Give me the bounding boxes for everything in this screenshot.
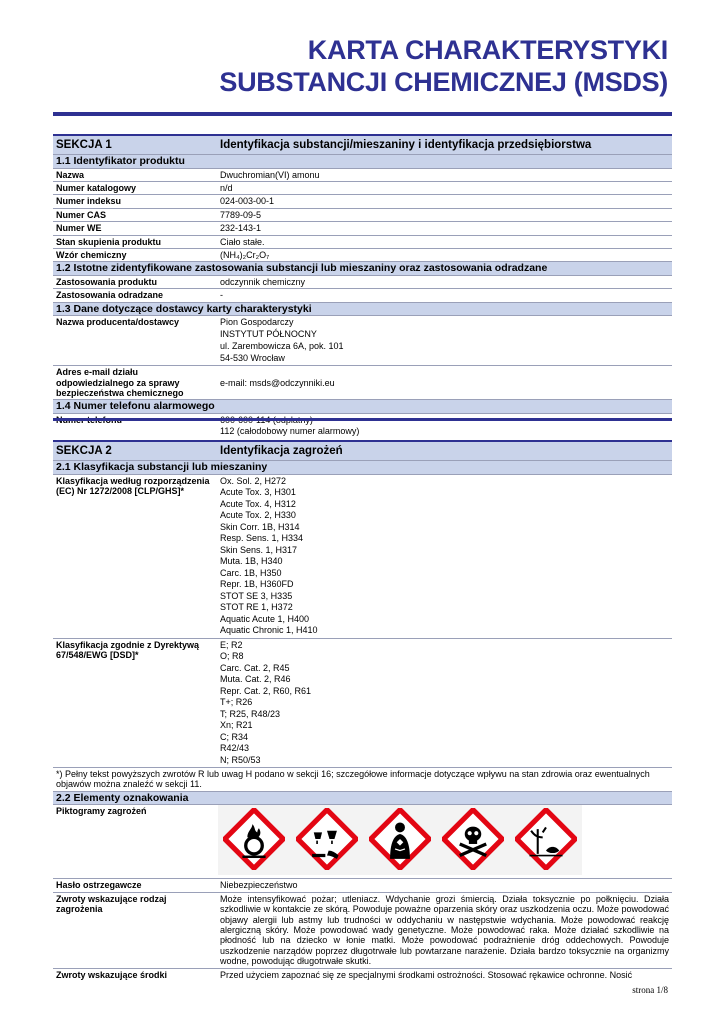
clp-line: Carc. 1B, H350 [220,567,282,578]
identifier-row-key: Numer katalogowy [56,182,137,193]
subsection-1-3: 1.3 Dane dotyczące dostawcy karty charakterystyki [53,302,672,316]
section-1-bottom-divider [53,418,672,421]
pictogram-row [53,804,672,878]
hazard-key: Zwroty wskazujące rodzaj zagrożenia [56,893,167,915]
supplier-line: 54-530 Wrocław [220,353,285,364]
supplier-line: INSTYTUT PÓŁNOCNY [220,329,317,340]
dsd-key: Klasyfikacja zgodnie z Dyrektywą 67/548/EWG [DSD]* [56,639,200,660]
clp-value [218,475,672,638]
identifier-row-key: Wzór chemiczny [56,249,127,260]
section-1-title: Identyfikacja substancji/mieszaniny i identyfikacja przedsiębiorstwa [220,139,592,151]
clp-line: Skin Sens. 1, H317 [220,544,298,555]
dsd-line: Xn; R21 [220,720,253,730]
dsd-value [218,639,672,768]
dsd-line: Carc. Cat. 2, R45 [220,662,290,673]
subsection-1-2: 1.2 Istotne zidentyfikowane zastosowania substancji lub mieszaniny oraz zastosowania odradzane [53,261,672,275]
precaution-key: Zwroty wskazujące środki [56,969,168,980]
subsection-2-1: 2.1 Klasyfikacja substancji lub mieszaniny [53,460,672,474]
dsd-line: Muta. Cat. 2, R46 [220,674,291,684]
corrosion-icon [296,808,358,872]
precaution-value: Przed użyciem zapoznać się ze specjalnymi środkami ostrożności. Stosować rękawice ochronne. Nosić [220,969,633,980]
phone-row [53,413,672,439]
clp-line: Aquatic Chronic 1, H410 [220,625,318,635]
pictogram-key: Piktogramy zagrożeń [56,806,147,817]
use-row-key: Zastosowania produktu [56,276,158,287]
identifier-row [53,248,672,261]
section-1 [53,134,672,439]
identifier-row [53,221,672,234]
identifier-row [53,181,672,194]
clp-line: Aquatic Acute 1, H400 [220,613,310,624]
use-row-value: odczynnik chemiczny [220,276,306,287]
page-number: strona 1/8 [632,985,668,995]
dsd-line: T+; R26 [220,697,253,707]
title-line-1: KARTA CHARAKTERYSTYKI [307,35,668,65]
identifier-row-key: Numer CAS [56,209,107,220]
identifier-row [53,235,672,248]
signal-value: Niebezpieczeństwo [220,880,298,891]
supplier-row [53,315,672,365]
signal-row [53,878,672,891]
email-key: Adres e-mail działu odpowiedzialnego za sprawy bezpieczeństwa chemicznego [56,367,184,398]
clp-line: Muta. 1B, H340 [220,556,283,566]
identifier-row-key: Numer WE [56,223,102,234]
email-value[interactable]: e-mail: msds@odczynniki.eu [220,378,335,389]
subsection-1-4: 1.4 Numer telefonu alarmowego [53,399,672,413]
dsd-line: Repr. Cat. 2, R60, R61 [220,685,312,696]
identifier-row [53,194,672,207]
title-line-2: SUBSTANCJI CHEMICZNEJ (MSDS) [219,67,668,97]
dsd-line: C; R34 [220,731,249,742]
identifier-row-value: (NH₄)₂Cr₂O₇ [220,249,270,260]
clp-line: Repr. 1B, H360FD [220,579,294,589]
section-2-header [53,440,672,460]
subsection-2-2: 2.2 Elementy oznakowania [53,791,672,805]
dsd-line: R42/43 [220,743,250,753]
clp-line: Acute Tox. 4, H312 [220,498,296,509]
identifier-row-key: Nazwa [56,169,85,180]
identifier-row-value: 024-003-00-1 [220,196,275,207]
identifier-row-key: Numer indeksu [56,196,122,207]
supplier-line: ul. Zarembowicza 6A, pok. 101 [220,341,344,352]
identifier-row-value: 232-143-1 [220,223,262,234]
pictogram-strip [218,805,582,875]
section-2-label: SEKCJA 2 [56,445,112,457]
section-1-header [53,134,672,154]
clp-line: STOT SE 3, H335 [220,590,293,601]
skull-crossbones-icon [442,808,504,872]
clp-line: Resp. Sens. 1, H334 [220,533,304,543]
identifier-row [53,168,672,181]
identifier-row-value: Dwuchromian(VI) amonu [220,169,320,180]
pictogram-value [218,805,672,878]
identifier-row-value: Ciało stałe. [220,236,265,247]
identifier-row-value: n/d [220,182,233,193]
clp-row [53,474,672,638]
dsd-line: O; R8 [220,651,244,661]
dsd-line: N; R50/53 [220,754,261,765]
email-row [53,365,672,399]
use-row-value: - [220,290,223,301]
subsection-1-1: 1.1 Identyfikator produktu [53,154,672,168]
flame-over-circle-icon [223,808,285,872]
signal-key: Hasło ostrzegawcze [56,880,142,891]
clp-key: Klasyfikacja według rozporządzenia (EC) Nr 1272/2008 [CLP/GHS]* [56,475,210,496]
use-row [53,275,672,288]
clp-line: Acute Tox. 3, H301 [220,487,296,497]
use-row [53,288,672,301]
clp-line: Acute Tox. 2, H330 [220,510,296,520]
section-2 [53,440,672,981]
document-title [219,34,668,98]
section-2-title: Identyfikacja zagrożeń [220,445,343,457]
supplier-line: Pion Gospodarczy [220,317,294,328]
hazard-value: Może intensyfikować pożar; utleniacz. Wdychanie grozi śmiercią. Działa toksycznie po połknięciu. Działa szkodliwie w kontakcie ze skórą. Powoduje poważne oparzenia skóry oraz uszkodzenia oczu. Może powodować objawy alergii lub astmy lub trudności w oddychaniu w następstwie wdychania. Może powodować reakcję alergiczną skóry. Może powodować wady genetyczne. Może powodować raka. Może działać szkodliwie na płodność lub na dziecko w łonie matki. Może powodować podrażnienie dróg oddechowych. Powoduje uszkodzenie narządów poprzez długotrwałe lub powtarzane narażenie. Działa bardzo toksycznie na organizmy wodne, powodując długotrwałe skutki. [220,893,669,967]
clp-line: Ox. Sol. 2, H272 [220,475,287,486]
identifier-row-key: Stan skupienia produktu [56,236,162,247]
note-row [53,767,672,791]
environment-icon [515,808,577,872]
identifier-row-value: 7789-09-5 [220,209,262,220]
clp-line: STOT RE 1, H372 [220,602,293,612]
supplier-key: Nazwa producenta/dostawcy [56,317,180,328]
supplier-value [218,316,672,365]
clp-line: Skin Corr. 1B, H314 [220,521,300,532]
phone-line: 112 (całodobowy numer alarmowy) [220,426,360,437]
dsd-row [53,638,672,768]
health-hazard-icon [369,808,431,872]
title-divider [53,112,672,116]
classification-note: *) Pełny tekst powyższych zwrotów R lub uwag H podano w sekcji 16; szczegółowe informacje dotyczące wpływu na stan zdrowia oraz ewentualnych objawów można znaleźć w sekcji 11. [56,769,650,790]
dsd-line: E; R2 [220,639,243,650]
identifier-row [53,208,672,221]
precaution-row [53,968,672,981]
hazard-row [53,892,672,968]
use-row-key: Zastosowania odradzane [56,290,164,301]
section-1-label: SEKCJA 1 [56,139,112,151]
dsd-line: T; R25, R48/23 [220,708,281,719]
